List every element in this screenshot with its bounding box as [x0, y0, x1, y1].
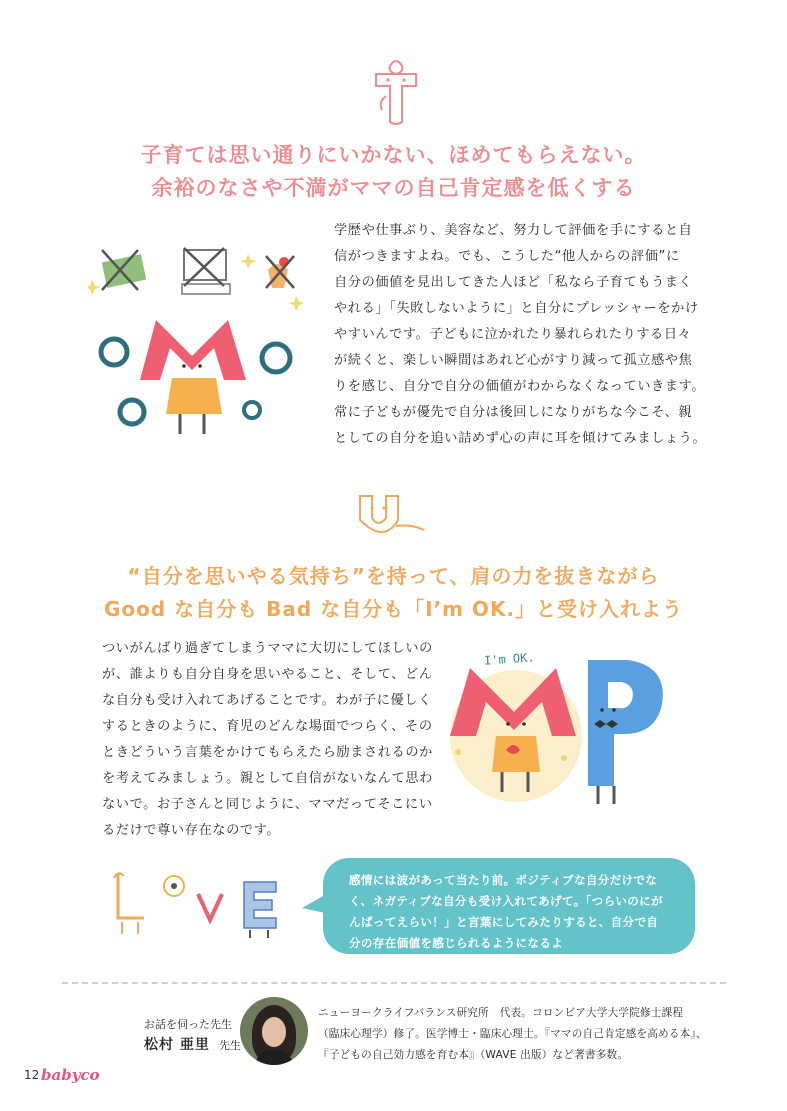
section1-body-line: りを感じ、自分で自分の価値がわからなくなっていきます。: [334, 379, 706, 394]
section2-body-line: が、誰よりも自分自身を思いやること、そして、どん: [102, 667, 433, 682]
section1-body-line: 自分の価値を見出してきた人ほど「私なら子育てもうまく: [334, 275, 693, 290]
section1-body-line: としての自分を追い詰めず心の声に耳を傾けてみましょう。: [334, 431, 707, 446]
letter-u-illustration: [352, 490, 432, 542]
bio-line: （臨床心理学）修了。医学博士・臨床心理士。『ママの自己肯定感を高める本』、: [318, 1028, 707, 1040]
section1-body-line: 学歴や仕事ぶり、美容など、努力して評価を手にすると自: [334, 223, 693, 238]
section2-body-line: るだけで尊い存在なのです。: [102, 823, 281, 838]
section2-heading-line1: “自分を思いやる気持ち”を持って、肩の力を抜きながら: [127, 564, 660, 588]
section1-body-line: が続くと、楽しい瞬間はあれど心がすり減って孤立感や焦: [334, 353, 693, 368]
section1-body-line: 常に子どもが優先で自分は後回しになりがちな今こそ、親: [334, 405, 693, 420]
advice-speech-bubble: [323, 858, 695, 954]
bubble-line: 分の存在価値を感じられるようになるよ: [349, 936, 564, 950]
bio-line: ニューヨークライフバランス研究所 代表。コロンビア大学大学院修士課程: [318, 1007, 684, 1019]
stressed-m-illustration: [88, 240, 303, 450]
section2-body-line: ついがんばり過ぎてしまうママに大切にしてほしいの: [102, 641, 433, 656]
section1-heading-line1: 子育ては思い通りにいかない、ほめてもらえない。: [140, 143, 647, 167]
section1-body-line: 信がつきますよね。でも、こうした“他人からの評価”に: [334, 249, 680, 264]
teacher-photo: [240, 997, 308, 1065]
section2-body-line: ときどういう言葉をかけてもらえたら励まされるのか: [102, 745, 433, 760]
teacher-name-block: [144, 1034, 241, 1054]
section1-body-line: やすいんです。子どもに泣かれたり暴れられたりする日々: [334, 327, 692, 342]
section1-body: [334, 218, 714, 452]
section2-body-line: するときのように、育児のどんな場面でつらく、その: [102, 719, 433, 734]
page-number: 12: [24, 1068, 40, 1082]
bubble-line: んばってえらい！」と言葉にしてみたりすると、自分で自: [349, 915, 659, 929]
teacher-bio: [318, 1003, 738, 1066]
section2-body-line: ないで。お子さんと同じように、ママだってそこにい: [102, 797, 433, 812]
section2-body-line: を考えてみましょう。親として自信がないなんて思わ: [102, 771, 433, 786]
section1-body-line: やれる」「失敗しないように」と自分にプレッシャーをかけ: [334, 301, 699, 316]
im-ok-text: I'm OK.: [483, 650, 536, 668]
magazine-logo: babyco: [41, 1066, 100, 1084]
bubble-line: 感情には波があって当たり前。ポジティブな自分だけでな: [349, 873, 658, 887]
section2-body: [102, 636, 442, 844]
section2-heading-line2: Good な自分も Bad な自分も「I’m OK.」と受け入れよう: [103, 597, 684, 621]
bubble-line: く、ネガティブな自分も受け入れてあげて。「つらいのにが: [349, 894, 663, 908]
footer-divider: [62, 982, 726, 984]
love-letters-illustration: [104, 866, 294, 940]
section1-heading-line2: 余裕のなさや不満がママの自己肯定感を低くする: [151, 176, 636, 200]
teacher-name: 松村 亜里: [144, 1037, 210, 1053]
section2-body-line: な自分も受け入れてあげることです。わが子に優しく: [102, 693, 432, 708]
letter-t-illustration: [368, 52, 424, 132]
bio-line: 『子どもの自己効力感を育む本』（WAVE 出版）など著書多数。: [318, 1049, 629, 1061]
teacher-honorific: 先生: [218, 1039, 241, 1052]
interviewed-label: お話を伺った先生: [144, 1018, 232, 1031]
m-and-p-illustration: [444, 640, 684, 810]
